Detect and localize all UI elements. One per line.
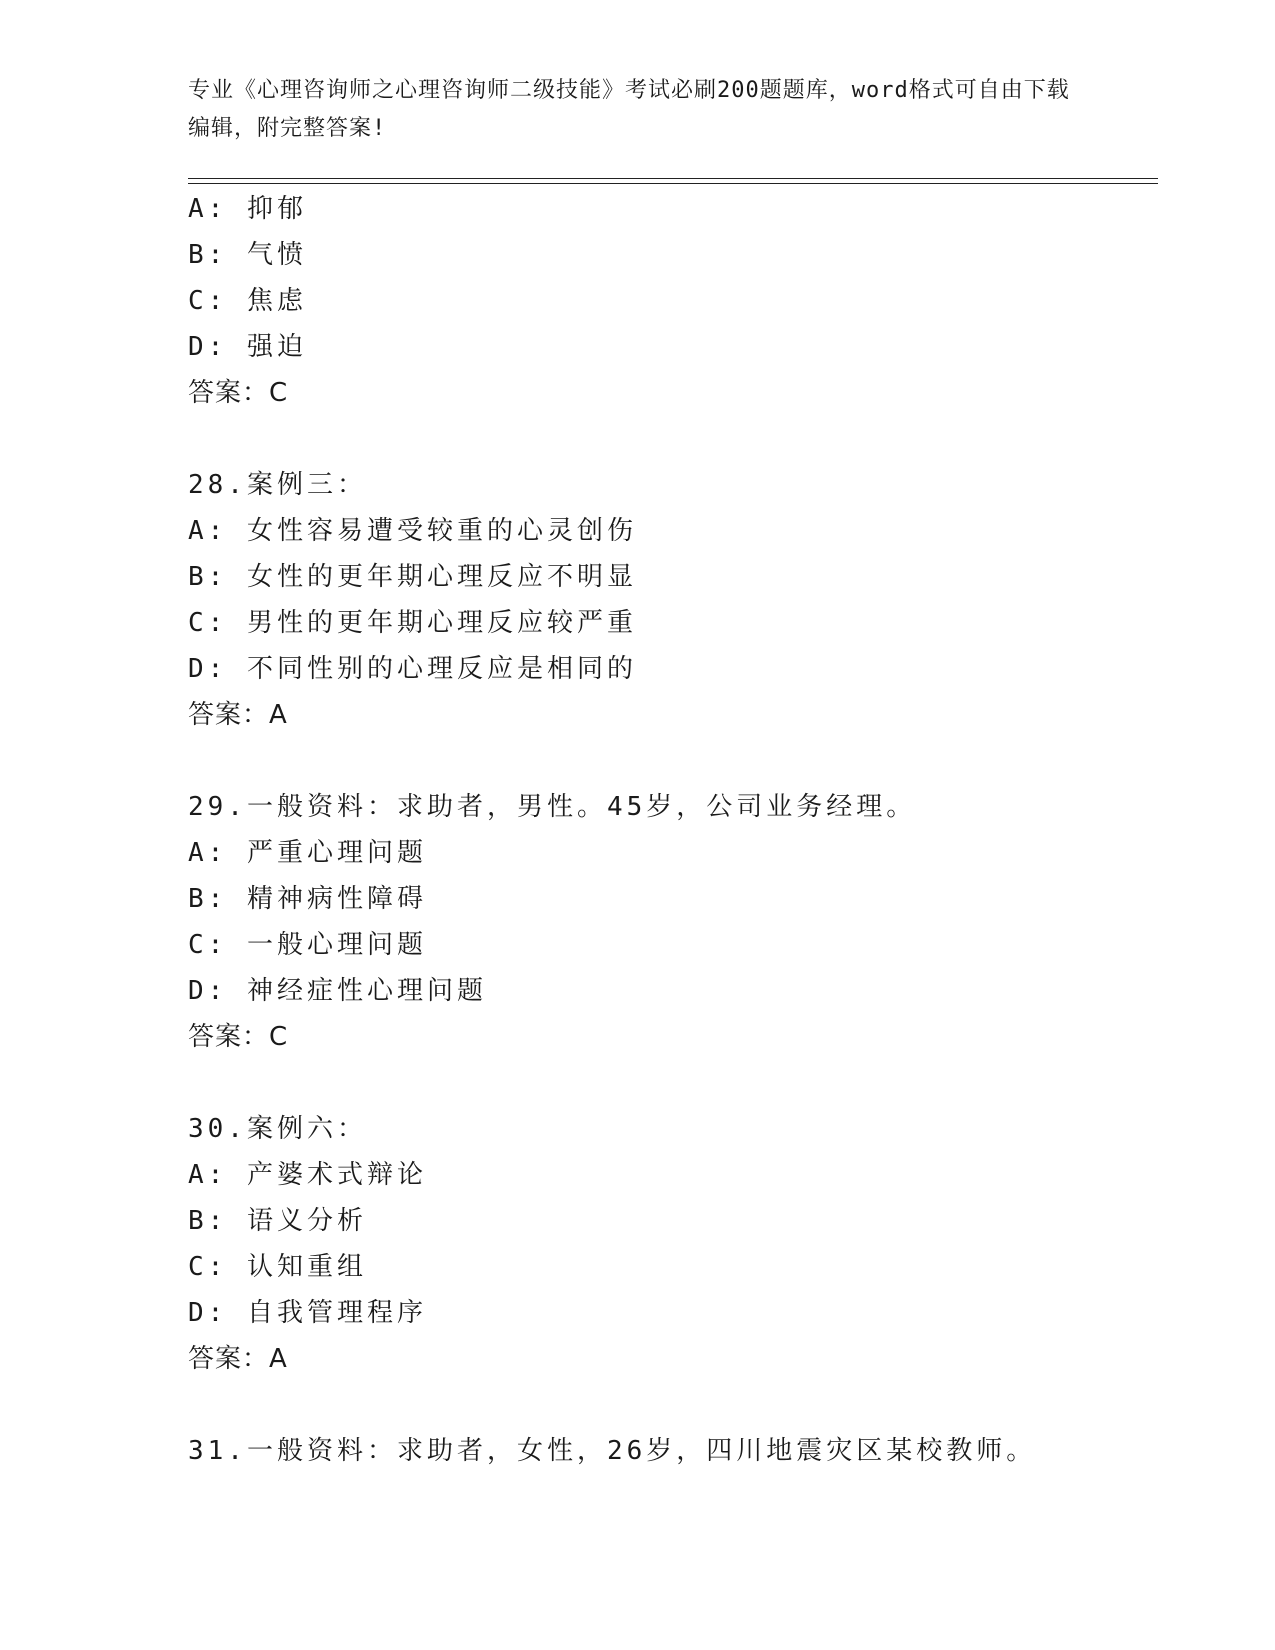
question-list	[188, 186, 1158, 1474]
question-block	[188, 784, 1158, 1060]
header-divider-bottom	[188, 183, 1158, 184]
option-c: C: 一般心理问题	[188, 930, 427, 960]
option-a: A: 女性容易遭受较重的心灵创伤	[188, 516, 637, 546]
question-stem: 31.一般资料：求助者，女性，26岁，四川地震灾区某校教师。	[188, 1436, 1037, 1466]
header-divider-top	[188, 178, 1158, 179]
answer-line: 答案：C	[188, 1022, 289, 1052]
option-d: D: 强迫	[188, 332, 307, 362]
option-c: C: 焦虑	[188, 286, 307, 316]
option-d: D: 不同性别的心理反应是相同的	[188, 654, 637, 684]
option-c: C: 男性的更年期心理反应较严重	[188, 608, 637, 638]
question-stem: 29.一般资料：求助者，男性。45岁，公司业务经理。	[188, 792, 917, 822]
question-stem: 30.案例六：	[188, 1114, 367, 1144]
answer-line: 答案：A	[188, 1344, 288, 1374]
option-b: B: 精神病性障碍	[188, 884, 427, 914]
option-a: A: 产婆术式辩论	[188, 1160, 427, 1190]
option-b: B: 气愤	[188, 240, 307, 270]
document-header: 专业《心理咨询师之心理咨询师二级技能》考试必刷200题题库，word格式可自由下载编辑，附完整答案!	[188, 78, 1070, 141]
question-block	[188, 1106, 1158, 1382]
option-c: C: 认知重组	[188, 1252, 367, 1282]
question-stem: 28.案例三：	[188, 470, 367, 500]
option-d: D: 自我管理程序	[188, 1298, 427, 1328]
question-block	[188, 462, 1158, 738]
question-block	[188, 1428, 1158, 1474]
option-a: A: 严重心理问题	[188, 838, 427, 868]
question-block	[188, 186, 1158, 416]
answer-line: 答案：C	[188, 378, 289, 408]
answer-line: 答案：A	[188, 700, 288, 730]
option-d: D: 神经症性心理问题	[188, 976, 487, 1006]
option-b: B: 语义分析	[188, 1206, 367, 1236]
option-a: A: 抑郁	[188, 194, 307, 224]
option-b: B: 女性的更年期心理反应不明显	[188, 562, 637, 592]
